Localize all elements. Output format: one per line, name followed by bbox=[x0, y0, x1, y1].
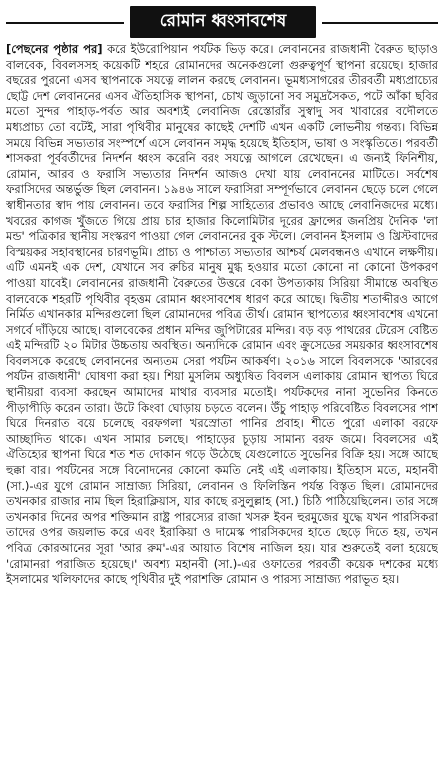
title-rule-left bbox=[6, 22, 124, 24]
article-paragraph bbox=[6, 42, 438, 588]
article-text: করে ইউরোপিয়ান পর্যটক ভিড় করে। লেবাননের রাজধানী বৈরুত ছাড়াও বালবেক, বিবলসসহ কয়েকটি শহরে রোমানদের অনেকগুলো গুরুত্বপূর্ণ স্থাপনা রয়েছে। হাজার বছরের পুরনো এসব স্থাপনাকে সযত্নে লালন করছে লেবানন। ভূমধ্যসাগরের তীরবর্তী মধ্যপ্রাচ্যের ছোট্ট দেশ লেবাননের এসব ঐতিহাসিক স্থাপনা, চোখ জুড়ানো সব সমুদ্রসৈকত, পটে আঁকা ছবির মতো সুন্দর পাহাড়-পর্বত আর অবশ্যই লেবানিজ রেস্তোরাঁর সুস্বাদু সব খাবারের বদৌলতে মধ্যপ্রাচ্য তো বটেই, সারা পৃথিবীর মানুষের কাছেই দেশটি এখন একটি লোভনীয় গন্তব্য। বিভিন্ন সময়ে বিভিন্ন সভ্যতার সংস্পর্শে এসে লেবানন সমৃদ্ধ হয়েছে ইতিহাস, ভাষা ও সংস্কৃতিতে। পরবর্তী শাসকরা পূর্ববর্তীদের নিদর্শন ধ্বংস করেনি বরং সযত্নে আগলে রেখেছেন। এ জন্যই ফিনিশীয়, রোমান, আরব ও ফরাসি সভ্যতার নিদর্শন আজও দেখা যায় লেবাননের মাটিতে। সর্বশেষ ফরাসিদের অন্তর্ভুক্ত ছিল লেবানন। ১৯৪৬ সালে ফরাসিরা সম্পূর্ণভাবে লেবানন ছেড়ে চলে গেলে স্বাধীনতার স্বাদ পায় লেবানন। তবে ফরাসির শিল্প সাহিত্যের প্রভাবও আছে লেবানিজদের মধ্যে। খবরের কাগজ খুঁজতে গিয়ে প্রায় চার হাজার কিলোমিটার দূরের ফ্রান্সের জনপ্রিয় দৈনিক 'লা মন্ড' পত্রিকার স্থানীয় সংস্করণ পাওয়া গেল লেবাননের বুক স্টলে। লেবানন ইসলাম ও খ্রিস্টবাদের বিস্ময়কর সহাবস্থানের চারণভূমি। প্রাচ্য ও পাশ্চাত্য সভ্যতার আশ্চর্য মেলবন্ধনও এখানে লক্ষণীয়। এটি এমনই এক দেশ, যেখানে সব রুচির মানুষ মুগ্ধ হওয়ার মতো কোনো না কোনো উপকরণ পাওয়া যাবেই। লেবাননের রাজধানী বৈরুতের উত্তরে বেকা উপত্যকায় সিরিয়া সীমান্তে অবস্থিত বালবেকে শহরটি পৃথিবীর বৃহত্তম রোমান ধ্বংসাবশেষ ধারণ করে আছে। দ্বিতীয় শতাব্দীরও আগে নির্মিত এখানকার মন্দিরগুলো ছিল রোমানদের পবিত্র তীর্থ। রোমান স্থাপত্যের ধ্বংসাবশেষ এখনো সগর্বে দাঁড়িয়ে আছে। বালবেকের প্রধান মন্দির জুপিটারের মন্দির। বড় বড় পাথরের টেরেস বেষ্টিত এই মন্দিরটি ২০ মিটার উচ্চতায় অবস্থিত। অন্যদিকে রোমান এবং ক্রুসেডের সময়কার ধ্বংসাবশেষ বিবলসকে করেছে লেবাননের অন্যতম সেরা পর্যটন আকর্ষণ। ২০১৬ সালে বিবলসকে 'আরবের পর্যটন রাজধানী' ঘোষণা করা হয়। শিয়া মুসলিম অধ্যুষিত বিবলস এলাকায় রোমান স্থাপত্য ঘিরে স্থানীয়রা ব্যবসা করছেন আমাদের মাথার ব্যবসার মতোই। পর্যটকদের নানা সুভেনির কিনতে পীড়াপীড়ি করেন তারা। উটে কিংবা ঘোড়ায় চড়তে বলেন। উঁচু পাহাড় পরিবেষ্টিত বিবলসের পাশ ঘিরে দিনরাত বয়ে চলেছে বরফগলা খরস্রোতা পানির প্রবাহ। শীতে পুরো এলাকা বরফে আচ্ছাদিত থাকে। এখন সামার চলছে। পাহাড়ের চূড়ায় সামান্য বরফ জমে। বিবলসের এই ঐতিহ্যের স্থাপনা ঘিরে শত শত দোকান গড়ে উঠেছে যেগুলোতে সুভেনির বিক্রি হয়। সঙ্গে আছে হুক্কা বার। পর্যটনের সঙ্গে বিনোদনের কোনো কমতি নেই এই এলাকায়। ইতিহাস মতে, মহানবী (সা.)-এর যুগে রোমান সাম্রাজ্য সিরিয়া, লেবানন ও ফিলিস্তিন পর্যন্ত বিস্তৃত ছিল। রোমানদের তখনকার রাজার নাম ছিল হিরাক্লিয়াস, যার কাছে রসুলুল্লাহ (সা.) চিঠি পাঠিয়েছিলেন। তার সঙ্গে তখনকার দিনের অপর শক্তিমান রাষ্ট্র পারস্যের রাজা খসরু ইবন হুরমুজের যুদ্ধে যখন পারসিকরা তাদের ওপর জয়লাভ করে এবং ইরাকিয়া ও দামেস্ক পারসিকদের হাতে ছেড়ে দিতে হয়, তখন পবিত্র কোরআনের সূরা 'আর রুম'-এর আয়াত বিশেষ নাজিল হয়। যার শুরুতেই বলা হয়েছে 'রোমানরা পরাজিত হয়েছে।' অবশ্য মহানবী (সা.)-এর ওফাতের পরবর্তী কয়েক দশকের মধ্যে ইসলামের খলিফাদের কাছে পৃথিবীর দুই পরাশক্তি রোমান ও পারস্য সাম্রাজ্য পরাভূত হয়। bbox=[6, 42, 438, 587]
continued-label: [পেছনের পৃষ্ঠার পর] bbox=[6, 42, 103, 56]
article-body bbox=[6, 42, 438, 766]
article-title: রোমান ধ্বংসাবশেষ bbox=[130, 6, 316, 38]
title-rule-right bbox=[322, 22, 438, 24]
